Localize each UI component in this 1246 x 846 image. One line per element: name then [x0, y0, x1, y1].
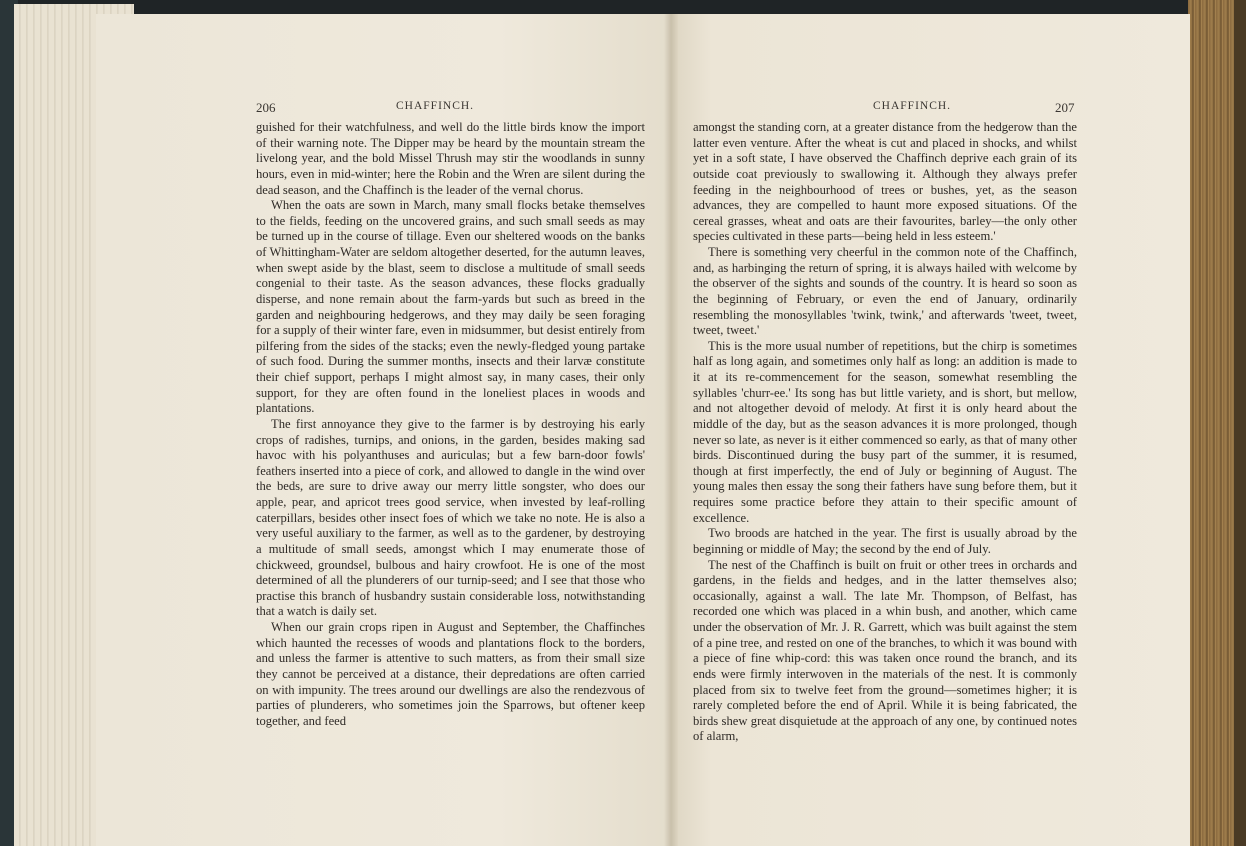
paragraph: The nest of the Chaffinch is built on fruit or other trees in orchards and gardens, in the fields and hedges, and in the latter themselves also; occasionally, against a wall. The late Mr. Thompson, of Belfast, has recorded one which was placed in a whin bush, and another, which came under the observation of Mr. J. R. Garrett, which was built against the stem of a pine tree, and rested on one of the branches, to which it was bound with a piece of fine whip-cord: this was taken once round the branch, and its ends were firmly interwoven in the materials of the nest. It is commonly placed from six to twelve feet from the ground—sometimes higher; it is rarely completed before the end of April. While it is being fabricated, the birds shew great disquietude at the approach of any one, by continued notes of alarm, [693, 557, 1077, 744]
right-running-head: CHAFFINCH. [873, 100, 952, 112]
paragraph: This is the more usual number of repetitions, but the chirp is sometimes half as long again, and sometimes only half as long: an addition is made to it at its re-commencement for the season, somewhat resembling the syllables 'churr-ee.' Its song has but little variety, and is short, but mellow, and not altogether devoid of melody. At first it is only heard about the middle of the day, but as the season advances it is more prolonged, though never so late, as never is it either commenced so early, as that of many other birds. Discontinued during the busy part of the summer, it is resumed, though at first imperfectly, the end of July or beginning of August. The young males then essay the song their fathers have sung before them, but it requires some practice before they attain to their specific amount of excellence. [693, 338, 1077, 525]
right-page-number: 207 [1055, 100, 1075, 115]
right-page-body [693, 120, 1077, 745]
left-page-number: 206 [256, 100, 276, 115]
book-gutter [664, 14, 678, 846]
paragraph: There is something very cheerful in the common note of the Chaffinch, and, as harbinging the return of spring, it is always hailed with welcome by the observer of the sights and sounds of the country. It is heard so soon as the beginning of February, or even the end of January, ordinarily resembling the monosyllables 'twink, twink,' and afterwards 'tweet, tweet, tweet, tweet.' [693, 245, 1077, 338]
paragraph: When our grain crops ripen in August and September, the Chaffinches which haunted the recesses of woods and plantations flock to the borders, and unless the farmer is attentive to such matters, as from their small size they cannot be perceived at a distance, their depredations are often carried on with impunity. The trees around our dwellings are also the rendezvous of parties of plunderers, who sometimes join the Sparrows, but oftener keep together, and feed [256, 620, 645, 728]
left-running-head: CHAFFINCH. [396, 100, 475, 112]
right-cover-edge [1234, 0, 1246, 846]
paragraph: guished for their watchfulness, and well do the little birds know the import of their warning note. The Dipper may be heard by the mountain stream the livelong year, and the bold Missel Thrush may stir the woodlands in sunny hours, even in mid-winter; here the Robin and the Wren are silent during the dead season, and the Chaffinch is the leader of the vernal chorus. [256, 120, 645, 197]
paragraph: When the oats are sown in March, many small flocks betake themselves to the fields, feeding on the uncovered grains, and such small seeds as may be turned up in the course of tillage. Even our sheltered woods on the banks of Whittingham-Water are seldom altogether deserted, for the autumn leaves, when swept aside by the blast, seem to disclose a multitude of small seeds congenial to their taste. As the season advances, these flocks gradually disperse, and none remain about the farm-yards but such as breed in the garden and neighbouring hedgerows, and they may daily be seen foraging for a supply of their winter fare, even in midsummer, but desist entirely from pilfering from the sides of the stacks; even the newly-fledged young partake of such food. During the summer months, insects and their larvæ constitute their chief support, perhaps I might almost say, in many cases, their only support, for they are often found in the loneliest places in woods and plantations. [256, 198, 645, 416]
paragraph: amongst the standing corn, at a greater distance from the hedgerow than the latter even venture. After the wheat is cut and placed in shocks, and whilst yet in a soft state, I have observed the Chaffinch deprive each grain of its outside coat previously to swallowing it. Although they always prefer feeding in the neighbourhood of trees or bushes, yet, as the season advances, they are compelled to haunt more exposed situations. Of the cereal grasses, wheat and oats are their favourites, barley—the only other species cultivated in these parts—being held in less esteem.' [693, 120, 1077, 244]
left-page-body [256, 120, 645, 729]
paragraph: Two broods are hatched in the year. The first is usually abroad by the beginning or middle of May; the second by the end of July. [693, 526, 1077, 556]
right-page-stack [1188, 0, 1236, 846]
paragraph: The first annoyance they give to the farmer is by destroying his early crops of radishes, turnips, and onions, in the garden, besides making sad havoc with his polyanthuses and auriculas; but a few barn-door fowls' feathers inserted into a piece of cork, and allowed to dangle in the wind over the beds, are sure to drive away our merry little songster, who does our apple, pear, and apricot trees good service, when invested by leaf-rolling caterpillars, besides other insect foes of which we take no note. He is also a very useful auxiliary to the farmer, as well as to the gardener, by destroying a multitude of small seeds, amongst which I may enumerate those of chickweed, groundsel, bulbous and hairy crowfoot. He is one of the most determined of all the plunderers of our turnip-seed; and I see that those who practise this branch of husbandry sustain considerable loss, notwithstanding that a watch is daily set. [256, 416, 645, 619]
